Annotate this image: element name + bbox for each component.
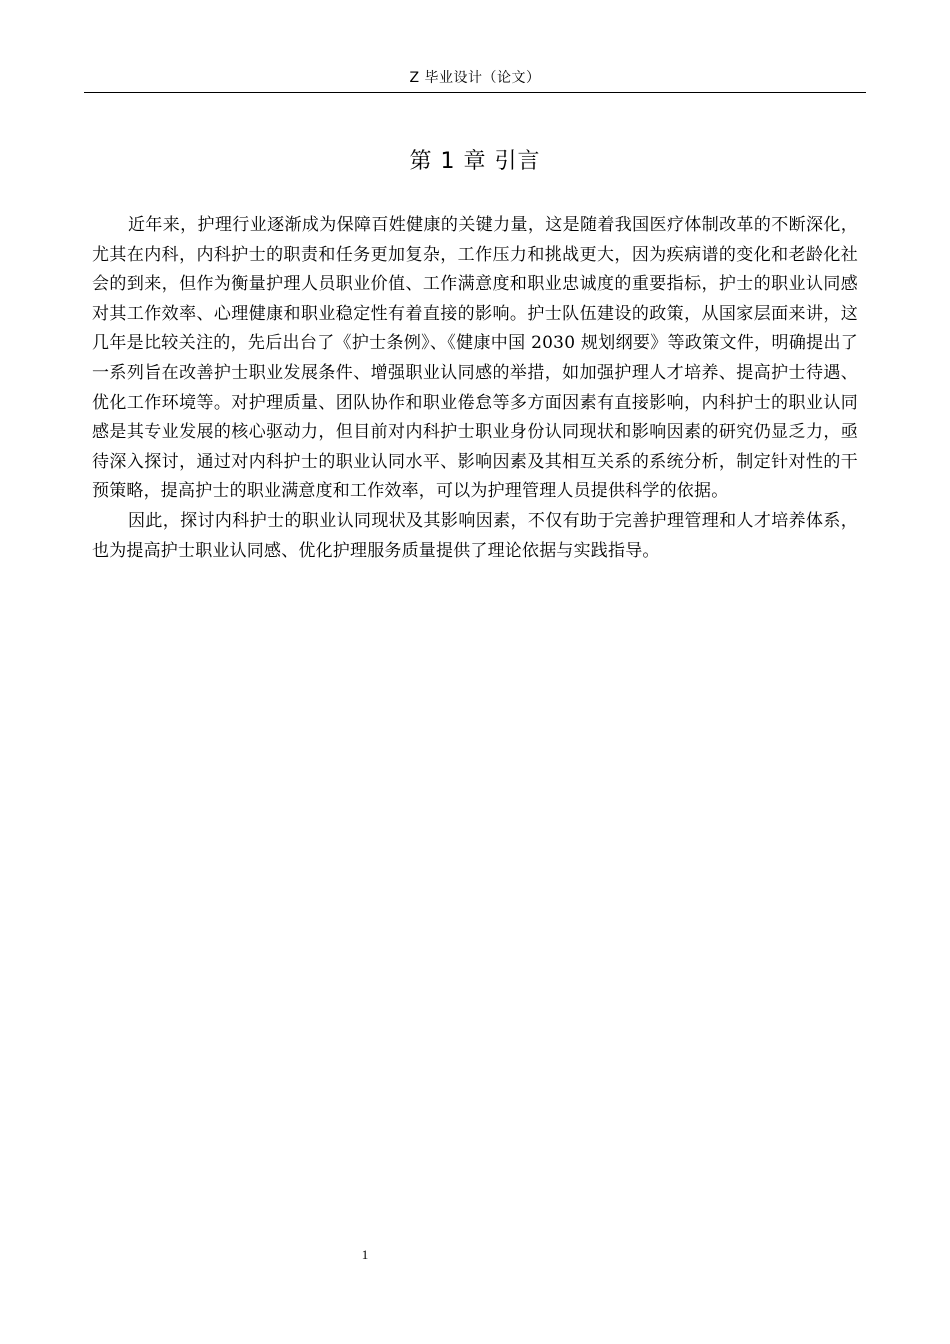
running-header: Z 毕业设计（论文） [409,70,541,86]
paragraph: 近年来，护理行业逐渐成为保障百姓健康的关键力量，这是随着我国医疗体制改革的不断深化，尤其在内科，内科护士的职责和任务更加复杂，工作压力和挑战更大，因为疾病谱的变化和老龄化社会的到来，但作为衡量护理人员职业价值、工作满意度和职业忠诚度的重要指标，护士的职业认同感对其工作效率、心理健康和职业稳定性有着直接的影响。护士队伍建设的政策，从国家层面来讲，这几年是比较关注的，先后出台了《护士条例》、《健康中国 2030 规划纲要》等政策文件，明确提出了一系列旨在改善护士职业发展条件、增强职业认同感的举措，如加强护理人才培养、提高护士待遇、优化工作环境等。对护理质量、团队协作和职业倦怠等多方面因素有直接影响，内科护士的职业认同感是其专业发展的核心驱动力，但目前对内科护士职业身份认同现状和影响因素的研究仍显乏力，亟待深入探讨，通过对内科护士的职业认同水平、影响因素及其相互关系的系统分析，制定针对性的干预策略，提高护士的职业满意度和工作效率，可以为护理管理人员提供科学的依据。 [92,215,858,502]
header-rule [84,92,866,93]
chapter-title: 第 1 章 引言 [409,149,541,174]
paragraph: 因此，探讨内科护士的职业认同现状及其影响因素，不仅有助于完善护理管理和人才培养体系，也为提高护士职业认同感、优化护理服务质量提供了理论依据与实践指导。 [92,510,858,561]
page-number: 1 [361,1247,369,1262]
body-text [92,211,858,566]
